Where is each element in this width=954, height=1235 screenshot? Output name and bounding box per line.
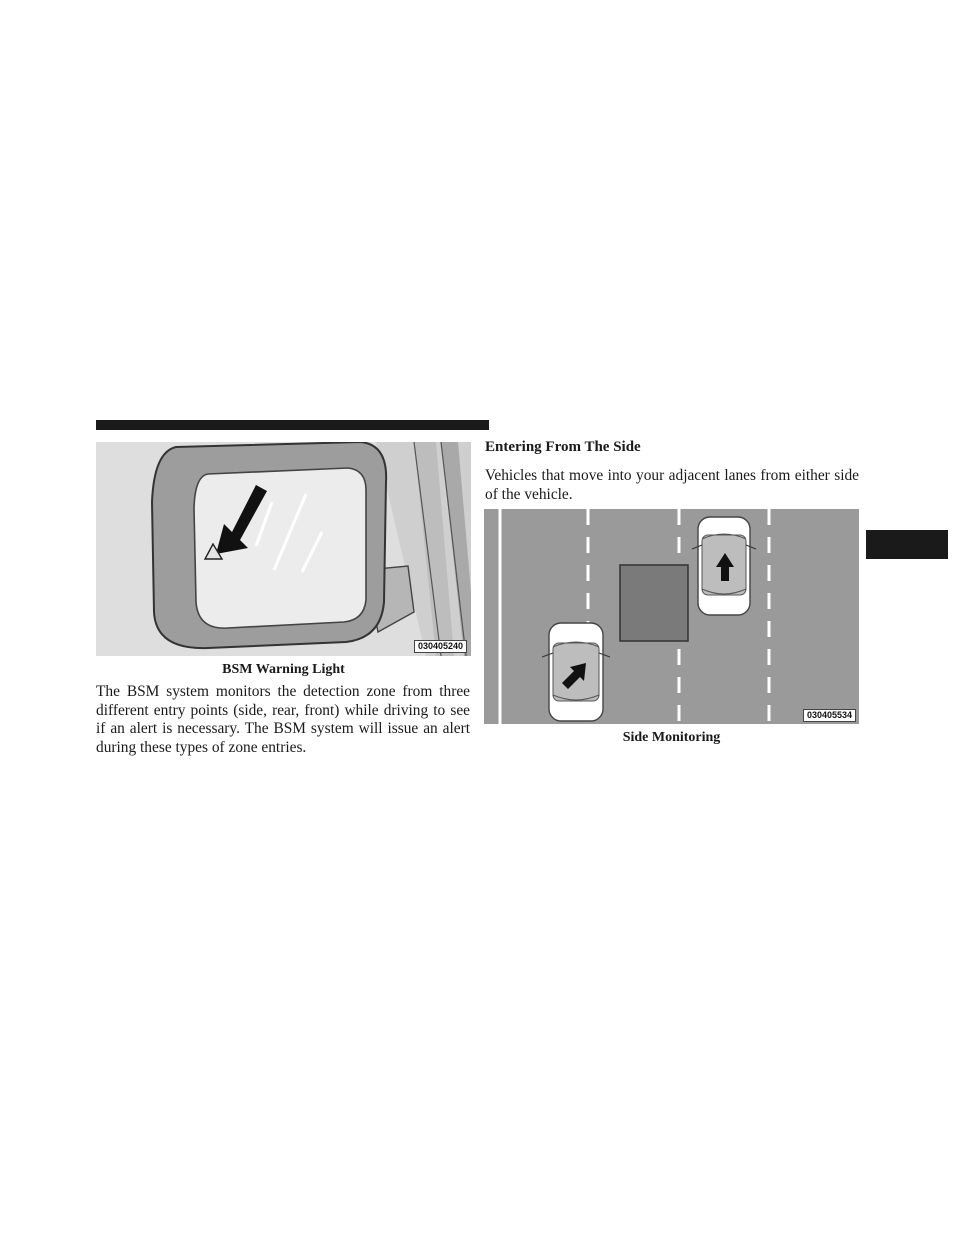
figure-code: 030405240 xyxy=(414,640,467,653)
road-figure xyxy=(484,509,859,724)
mirror-figure xyxy=(96,442,471,656)
body-paragraph: The BSM system monitors the detection zone from three different entry points (side, rear, front) while driving to see if an alert is necessary. The BSM system will issue an alert during these types of zone entries. xyxy=(96,683,470,756)
section-heading: Entering From The Side xyxy=(485,439,641,455)
figure-caption: BSM Warning Light xyxy=(222,662,345,677)
side-mirror-illustration xyxy=(96,442,471,656)
road-overhead-illustration xyxy=(484,509,859,724)
body-paragraph: Vehicles that move into your adjacent lanes from either side of the vehicle. xyxy=(485,467,859,503)
section-rule-bar xyxy=(96,420,489,430)
chapter-tab xyxy=(866,530,948,559)
figure-caption: Side Monitoring xyxy=(622,730,721,745)
figure-code: 030405534 xyxy=(803,709,856,722)
